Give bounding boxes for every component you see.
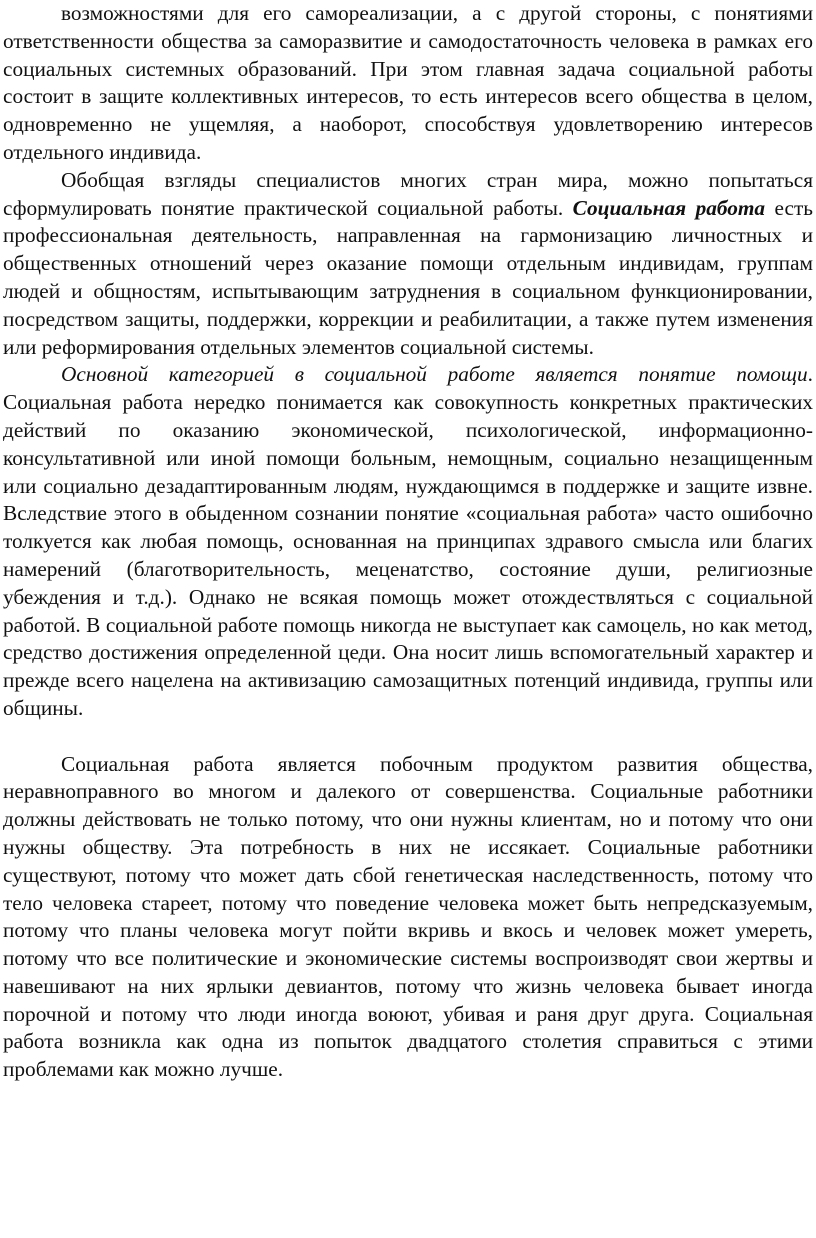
term-social-work: Социальная работа — [572, 195, 766, 220]
paragraph-3 — [3, 361, 813, 722]
paragraph-4-text: Социальная работа является побочным продуктом развития общества, неравноправного во многом и далекого от совершенства. Социальные работники должны действовать не только потому, что они нужны клиентам, но и потому что они нужны обществу. Эта потребность в них не иссякает. Социальные работники существуют, потому что может дать сбой генетическая наследственность, потому что тело человека стареет, потому что поведение человека может быть непредсказуемым, потому что планы человека могут пойти вкривь и вкось и человек может умереть, потому что все политические и экономические системы воспроизводят свои жертвы и навешивают на них ярлыки девиантов, потому что жизнь человека бывает иногда порочной и потому что люди иногда воюют, убивая и раня друг друга. Социальная работа возникла как одна из попыток двадцатого столетия справиться с этими проблемами как можно лучше. — [3, 751, 813, 1082]
paragraph-gap — [3, 723, 813, 751]
paragraph-3-rest: . Социальная работа нередко понимается как совокупность конкретных практических действий по оказанию экономической, психологической, информационно-консультативной или иной помощи больным, немощным, социально незащищенным или социально дезадаптированным людям, нуждающимся в поддержке и защите извне. Вследствие этого в обыденном сознании понятие «социальная работа» часто ошибочно толкуется как любая помощь, основанная на принципах здравого смысла или благих намерений (благотворительность, меценатство, состояние души, религиозные убеждения и т.д.). Однако не всякая помощь может отождествляться с социальной работой. В социальной работе помощь никогда не выступает как самоцель, но как метод, средство достижения определенной цеди. Она носит лишь вспомогательный характер и прежде всего нацелена на активизацию самозащитных потенций индивида, группы или общины. — [3, 362, 813, 720]
paragraph-4 — [3, 751, 813, 1085]
paragraph-2 — [3, 167, 813, 362]
paragraph-1 — [3, 0, 813, 167]
paragraph-2-rest: есть профессиональная деятельность, направленная на гармонизацию личностных и общественных отношений через оказание помощи отдельным индивидам, группам людей и общностям, испытывающим затруднения в социальном функционировании, посредством защиты, поддержки, коррекции и реабилитации, а также путем изменения или реформирования отдельных элементов социальной системы. — [3, 195, 813, 359]
paragraph-3-italic: Основной категорией в социальной работе является понятие помощи — [61, 362, 808, 387]
paragraph-2-start: Обобщая взгляды специалистов многих стран мира, можно попытаться сформулировать понятие практической социальной работы. — [3, 167, 813, 220]
paragraph-1-text: возможностями для его самореализации, а с другой стороны, с понятиями ответственности общества за саморазвитие и самодостаточность человека в рамках его социальных системных образований. При этом главная задача социальной работы состоит в защите коллективных интересов, то есть интересов всего общества в целом, одновременно не ущемляя, а наоборот, способствуя удовлетворению интересов отдельного индивида. — [3, 1, 813, 164]
